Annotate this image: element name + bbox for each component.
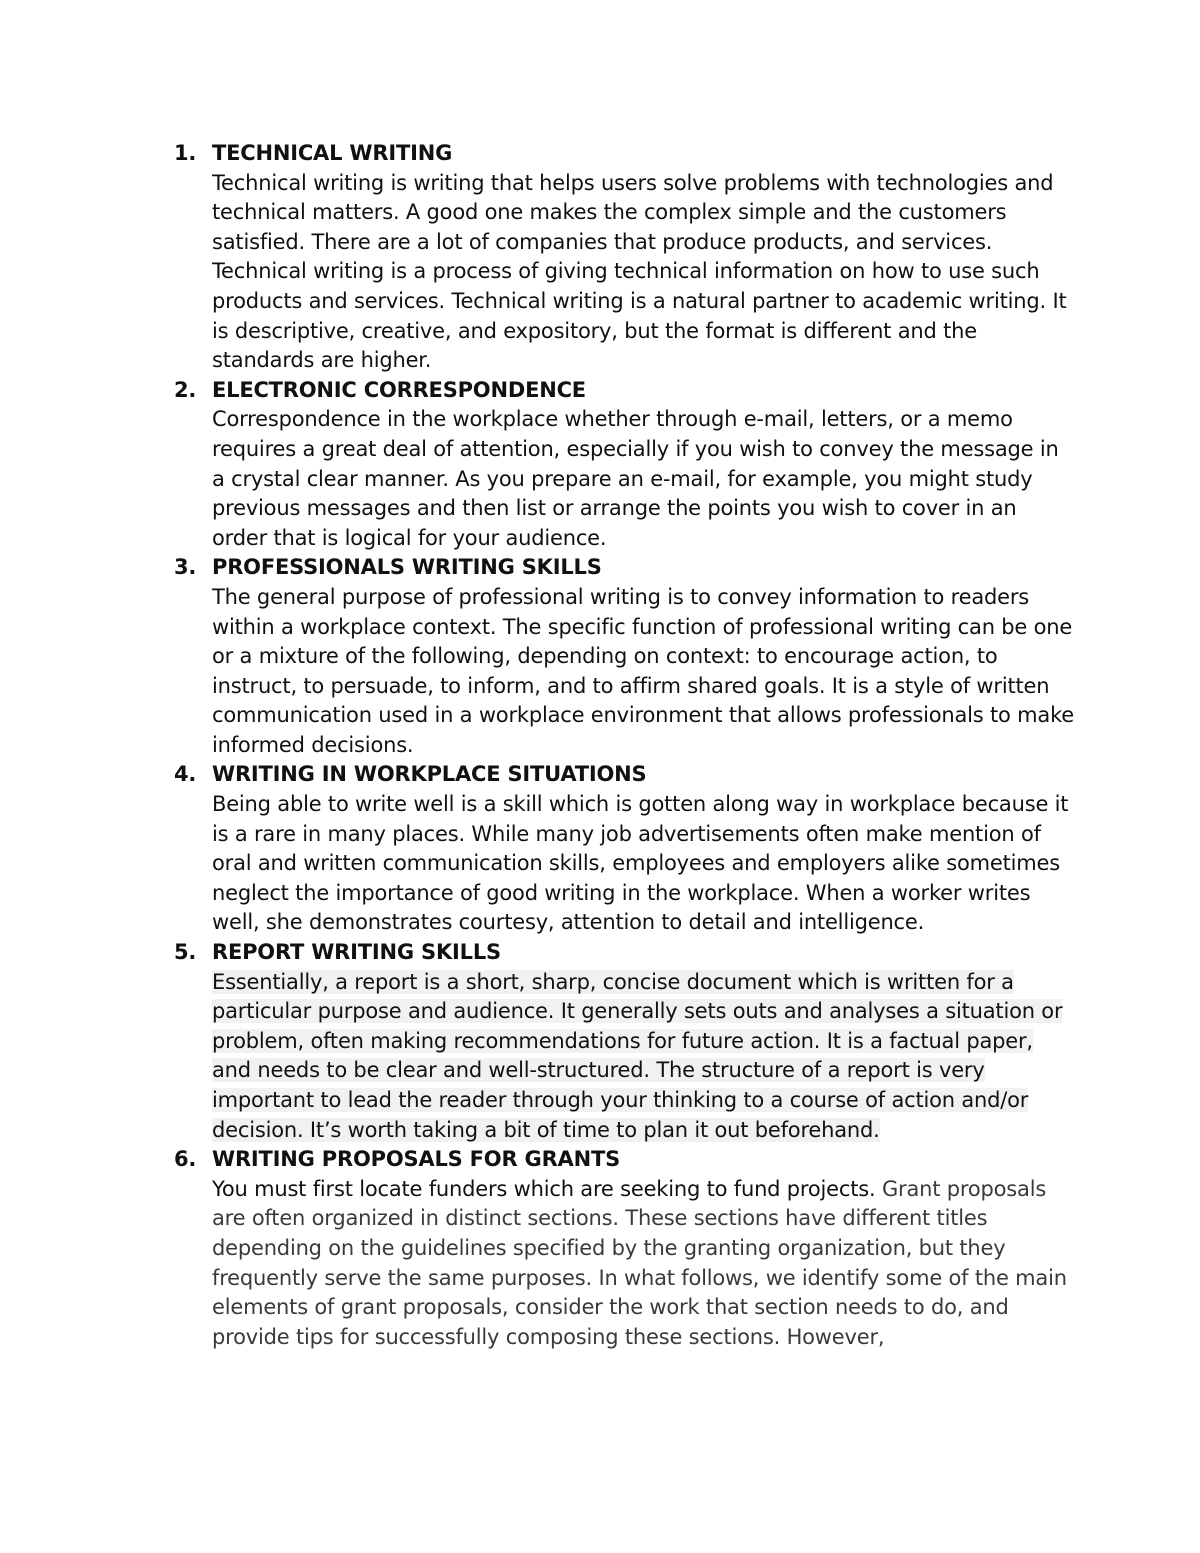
section-heading: TECHNICAL WRITING [212,141,453,165]
section-heading: ELECTRONIC CORRESPONDENCE [212,377,586,402]
section-heading: WRITING PROPOSALS FOR GRANTS [212,1147,621,1172]
section-paragraph [212,1175,1074,1353]
list-item-electronic-correspondence [174,376,1074,554]
section-paragraph: Being able to write well is a skill which is gotten along way in workplace because it is a rare in many places. While many job advertisements often make mention of oral and written communication skills, employees and employers alike sometimes neglect the importance of good writing in the workplace. When a worker writes well, she demonstrates courtesy, attention to detail and intelligence. [212,792,1069,935]
list-item-professional-writing-skills [174,553,1074,760]
section-paragraph-highlighted: Essentially, a report is a short, sharp, concise document which is written for a particular purpose and audience. It generally sets outs and analyses a situation or problem, often making recommendations for future action. It is a factual paper, and needs to be clear and well-structured. The structure of a report is very important to lead the reader through your thinking to a course of action and/or decision. It’s worth taking a bit of time to plan it out beforehand. [212,969,1063,1142]
section-heading: REPORT WRITING SKILLS [212,940,501,965]
list-number: 6. [174,1147,197,1172]
paragraph-sentence-first: You must first locate funders which are seeking to fund projects. [212,1176,876,1201]
section-heading: WRITING IN WORKPLACE SITUATIONS [212,762,647,787]
list-number: 1. [174,141,197,165]
list-item-technical-writing [174,139,1074,376]
paragraph-continuation: Grant proposals are often organized in distinct sections. These sections have different titles depending on the guidelines specified by the granting organization, but they frequently serve the same purposes. In what follows, we identify some of the main elements of grant proposals, consider the work that section needs to do, and provide tips for successfully composing these sections. However, [212,1176,1067,1349]
list-item-grant-proposals [174,1145,1074,1352]
numbered-section-list [174,139,1074,1352]
list-number: 2. [174,377,197,402]
section-paragraph: The general purpose of professional writing is to convey information to readers within a workplace context. The specific function of professional writing can be one or a mixture of the following, depending on context: to encourage action, to instruct, to persuade, to inform, and to affirm shared goals. It is a style of written communication used in a workplace environment that allows professionals to make informed decisions. [212,584,1074,757]
section-paragraph: Technical writing is writing that helps users solve problems with technologies and technical matters. A good one makes the complex simple and the customers satisfied. There are a lot of companies that produce products, and services. Technical writing is a process of giving technical information on how to use such products and services. Technical writing is a natural partner to academic writing. It is descriptive, creative, and expository, but the format is different and the standards are higher. [212,170,1067,373]
list-item-workplace-situations [174,760,1074,938]
list-number: 3. [174,555,197,580]
section-paragraph: Correspondence in the workplace whether through e-mail, letters, or a memo requires a great deal of attention, especially if you wish to convey the message in a crystal clear manner. As you prepare an e-mail, for example, you might study previous messages and then list or arrange the points you wish to cover in an order that is logical for your audience. [212,407,1059,550]
list-item-report-writing-skills [174,938,1074,1145]
list-number: 5. [174,940,197,965]
section-heading: PROFESSIONALS WRITING SKILLS [212,555,602,580]
list-number: 4. [174,762,197,787]
